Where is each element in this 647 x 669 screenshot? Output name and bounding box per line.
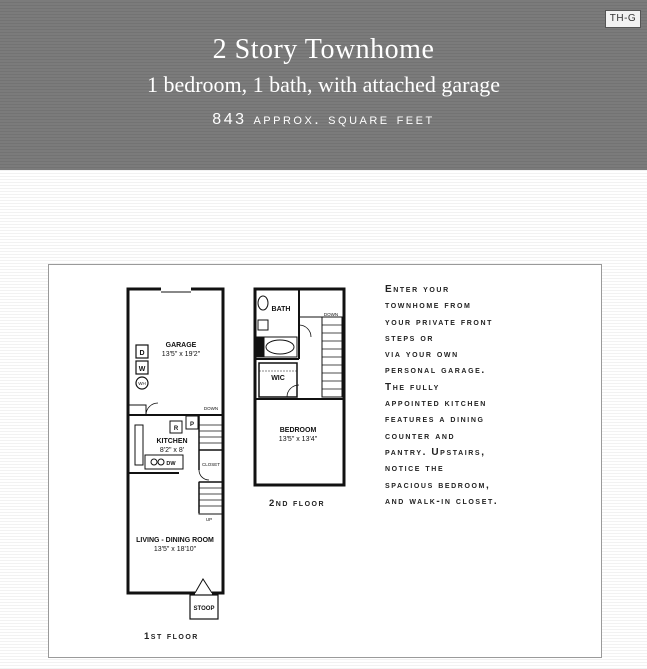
description-line: appointed kitchen bbox=[385, 398, 487, 410]
kitchen-label: KITCHEN bbox=[156, 438, 188, 445]
description-line: townhome from bbox=[385, 300, 472, 312]
description-line: Enter your bbox=[385, 284, 450, 295]
garage-size: 13'5" x 19'2" bbox=[161, 351, 201, 358]
pantry-label: P bbox=[189, 422, 195, 428]
description-line: notice the bbox=[385, 463, 445, 475]
description-line: personal garage. bbox=[385, 365, 486, 377]
plan-description bbox=[385, 282, 585, 510]
square-footage: 843 approx. square feet bbox=[212, 111, 435, 128]
wic-label: WIC bbox=[271, 375, 285, 382]
refrigerator-label: R bbox=[173, 426, 179, 432]
description-line: spacious bedroom, bbox=[385, 479, 491, 491]
stairs-up-label: UP bbox=[205, 517, 213, 522]
description-line: The fully bbox=[385, 381, 440, 393]
first-floor-plan bbox=[128, 289, 223, 619]
second-floor-label: 2nd floor bbox=[269, 498, 326, 509]
bedroom-size: 13'5" x 13'4" bbox=[278, 436, 318, 443]
second-floor-stairs-label: DOWN bbox=[323, 312, 339, 317]
description-line: counter and bbox=[385, 430, 456, 442]
floor-plan-panel bbox=[48, 264, 602, 658]
description-line: your private front bbox=[385, 316, 493, 328]
second-floor-plan bbox=[255, 289, 344, 485]
description-line: via your own bbox=[385, 349, 459, 361]
stairs-down-label: DOWN bbox=[203, 406, 219, 411]
plan-code-badge: TH-G bbox=[605, 10, 641, 28]
garage-label: GARAGE bbox=[165, 342, 197, 349]
kitchen-size: 8'2" x 8' bbox=[159, 447, 185, 454]
description-line: features a dining bbox=[385, 414, 485, 426]
bath-label: BATH bbox=[271, 306, 291, 313]
living-dining-label: LIVING - DINING ROOM bbox=[136, 537, 214, 544]
plan-subtitle: 1 bedroom, 1 bath, with attached garage bbox=[146, 72, 501, 97]
living-dining-size: 13'5" x 18'10" bbox=[153, 546, 197, 553]
plan-title: 2 Story Townhome bbox=[212, 34, 435, 65]
dryer-label: D bbox=[139, 350, 145, 357]
header-banner bbox=[0, 0, 647, 170]
closet-label: CLOSET bbox=[201, 462, 221, 467]
first-floor-labels bbox=[136, 342, 220, 612]
stoop-label: STOOP bbox=[193, 606, 215, 612]
description-line: and walk-in closet. bbox=[385, 495, 499, 507]
bedroom-label: BEDROOM bbox=[279, 427, 317, 434]
first-floor-label: 1st floor bbox=[144, 631, 199, 642]
description-line: pantry. Upstairs, bbox=[385, 446, 486, 458]
washer-label: W bbox=[138, 366, 146, 373]
description-line: steps or bbox=[385, 332, 435, 344]
dishwasher-label: DW bbox=[166, 461, 176, 467]
water-heater-label: WH bbox=[138, 381, 146, 386]
